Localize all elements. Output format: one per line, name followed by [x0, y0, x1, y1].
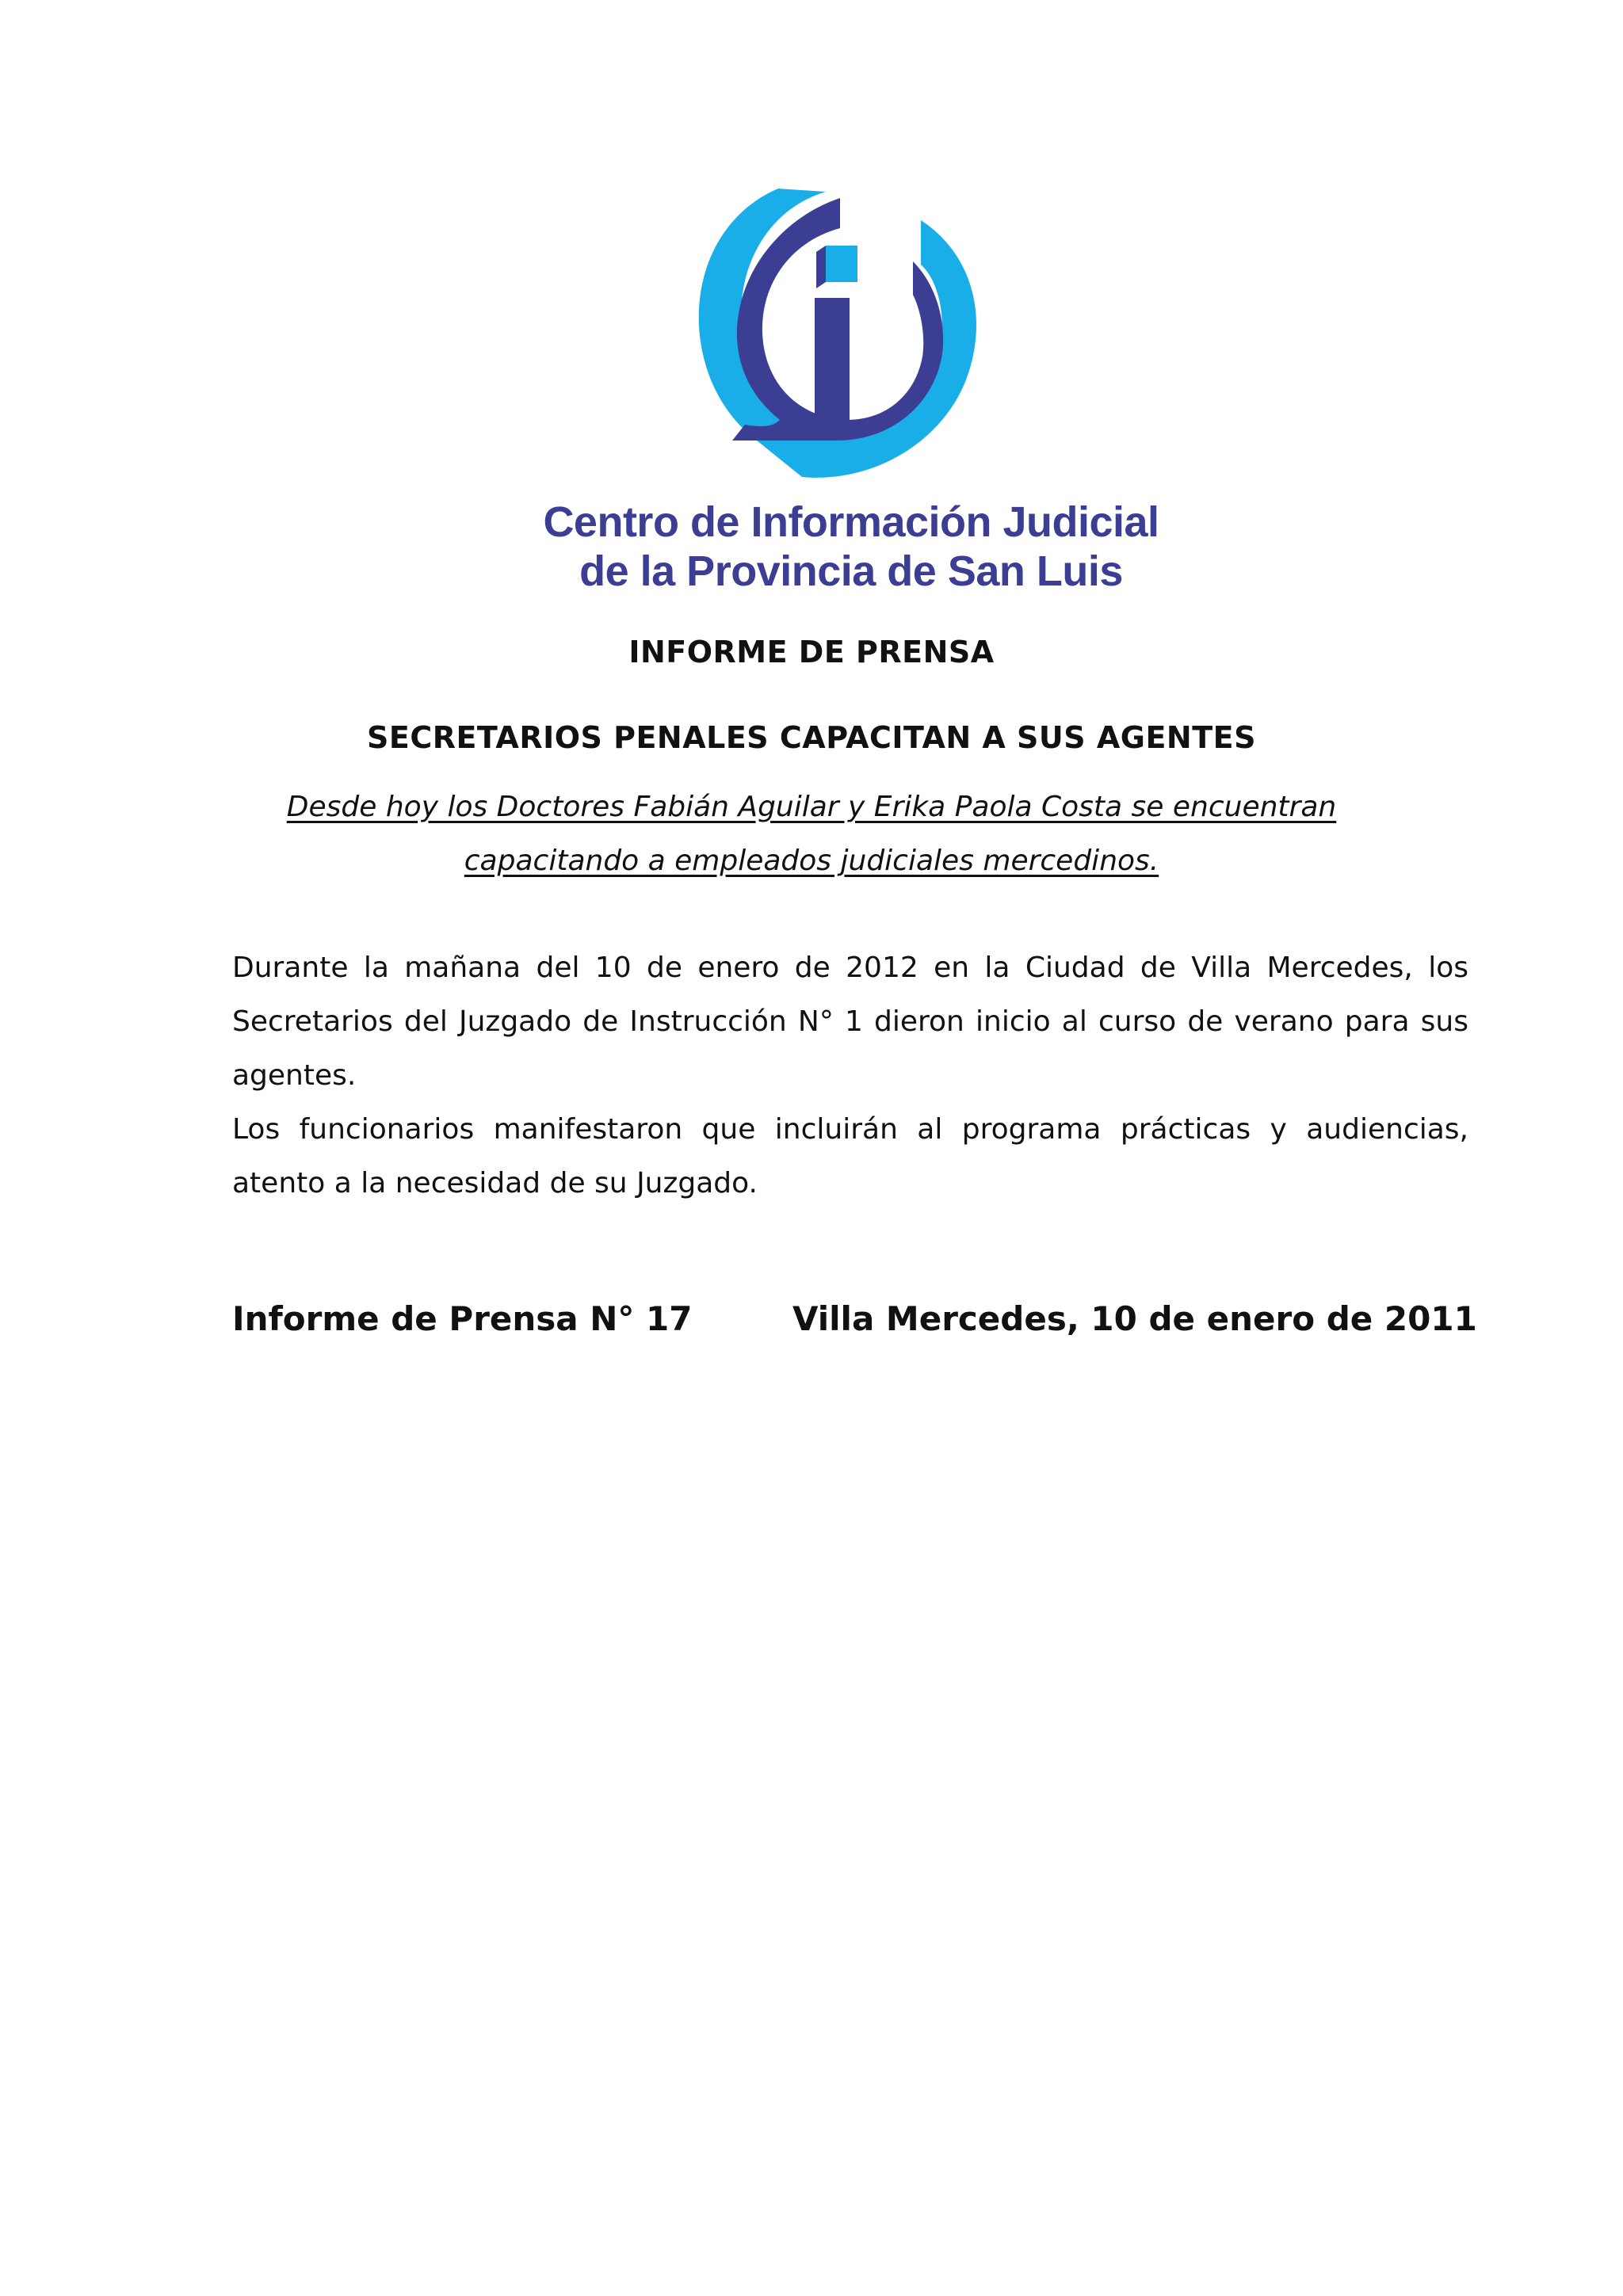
subtitle-line1: Desde hoy los Doctores Fabián Aguilar y Erika Paola Costa se encuentran — [286, 791, 1337, 823]
place-date: Villa Mercedes, 10 de enero de 2011 — [792, 1299, 1477, 1338]
cij-logo — [697, 189, 999, 490]
body-paragraph: Los funcionarios manifestaron que incluirán al programa prácticas y audiencias, atento a la necesidad de su Juzgado. — [232, 1113, 1468, 1199]
logo-i-stem — [815, 298, 850, 429]
cij-logo-icon — [697, 189, 999, 490]
organization-name-line1: Centro de Información Judicial — [543, 498, 1159, 546]
headline: SECRETARIOS PENALES CAPACITAN A SUS AGENTES — [367, 720, 1256, 755]
logo-i-dot-shade — [816, 246, 826, 288]
report-kind-heading: INFORME DE PRENSA — [628, 635, 995, 669]
organization-name — [455, 498, 1247, 596]
report-number: Informe de Prensa N° 17 — [232, 1299, 693, 1338]
body-paragraph: Durante la mañana del 10 de enero de 2012 en la Ciudad de Villa Mercedes, los Secretarios del Juzgado de Instrucción N° 1 dieron inicio al curso de verano para sus agentes. — [232, 952, 1468, 1092]
organization-name-line2: de la Provincia de San Luis — [579, 547, 1123, 595]
subtitle-line2: capacitando a empleados judiciales mercedinos. — [464, 845, 1159, 877]
logo-i-dot — [826, 246, 857, 282]
body-text — [232, 941, 1468, 1211]
subtitle — [0, 780, 1623, 888]
